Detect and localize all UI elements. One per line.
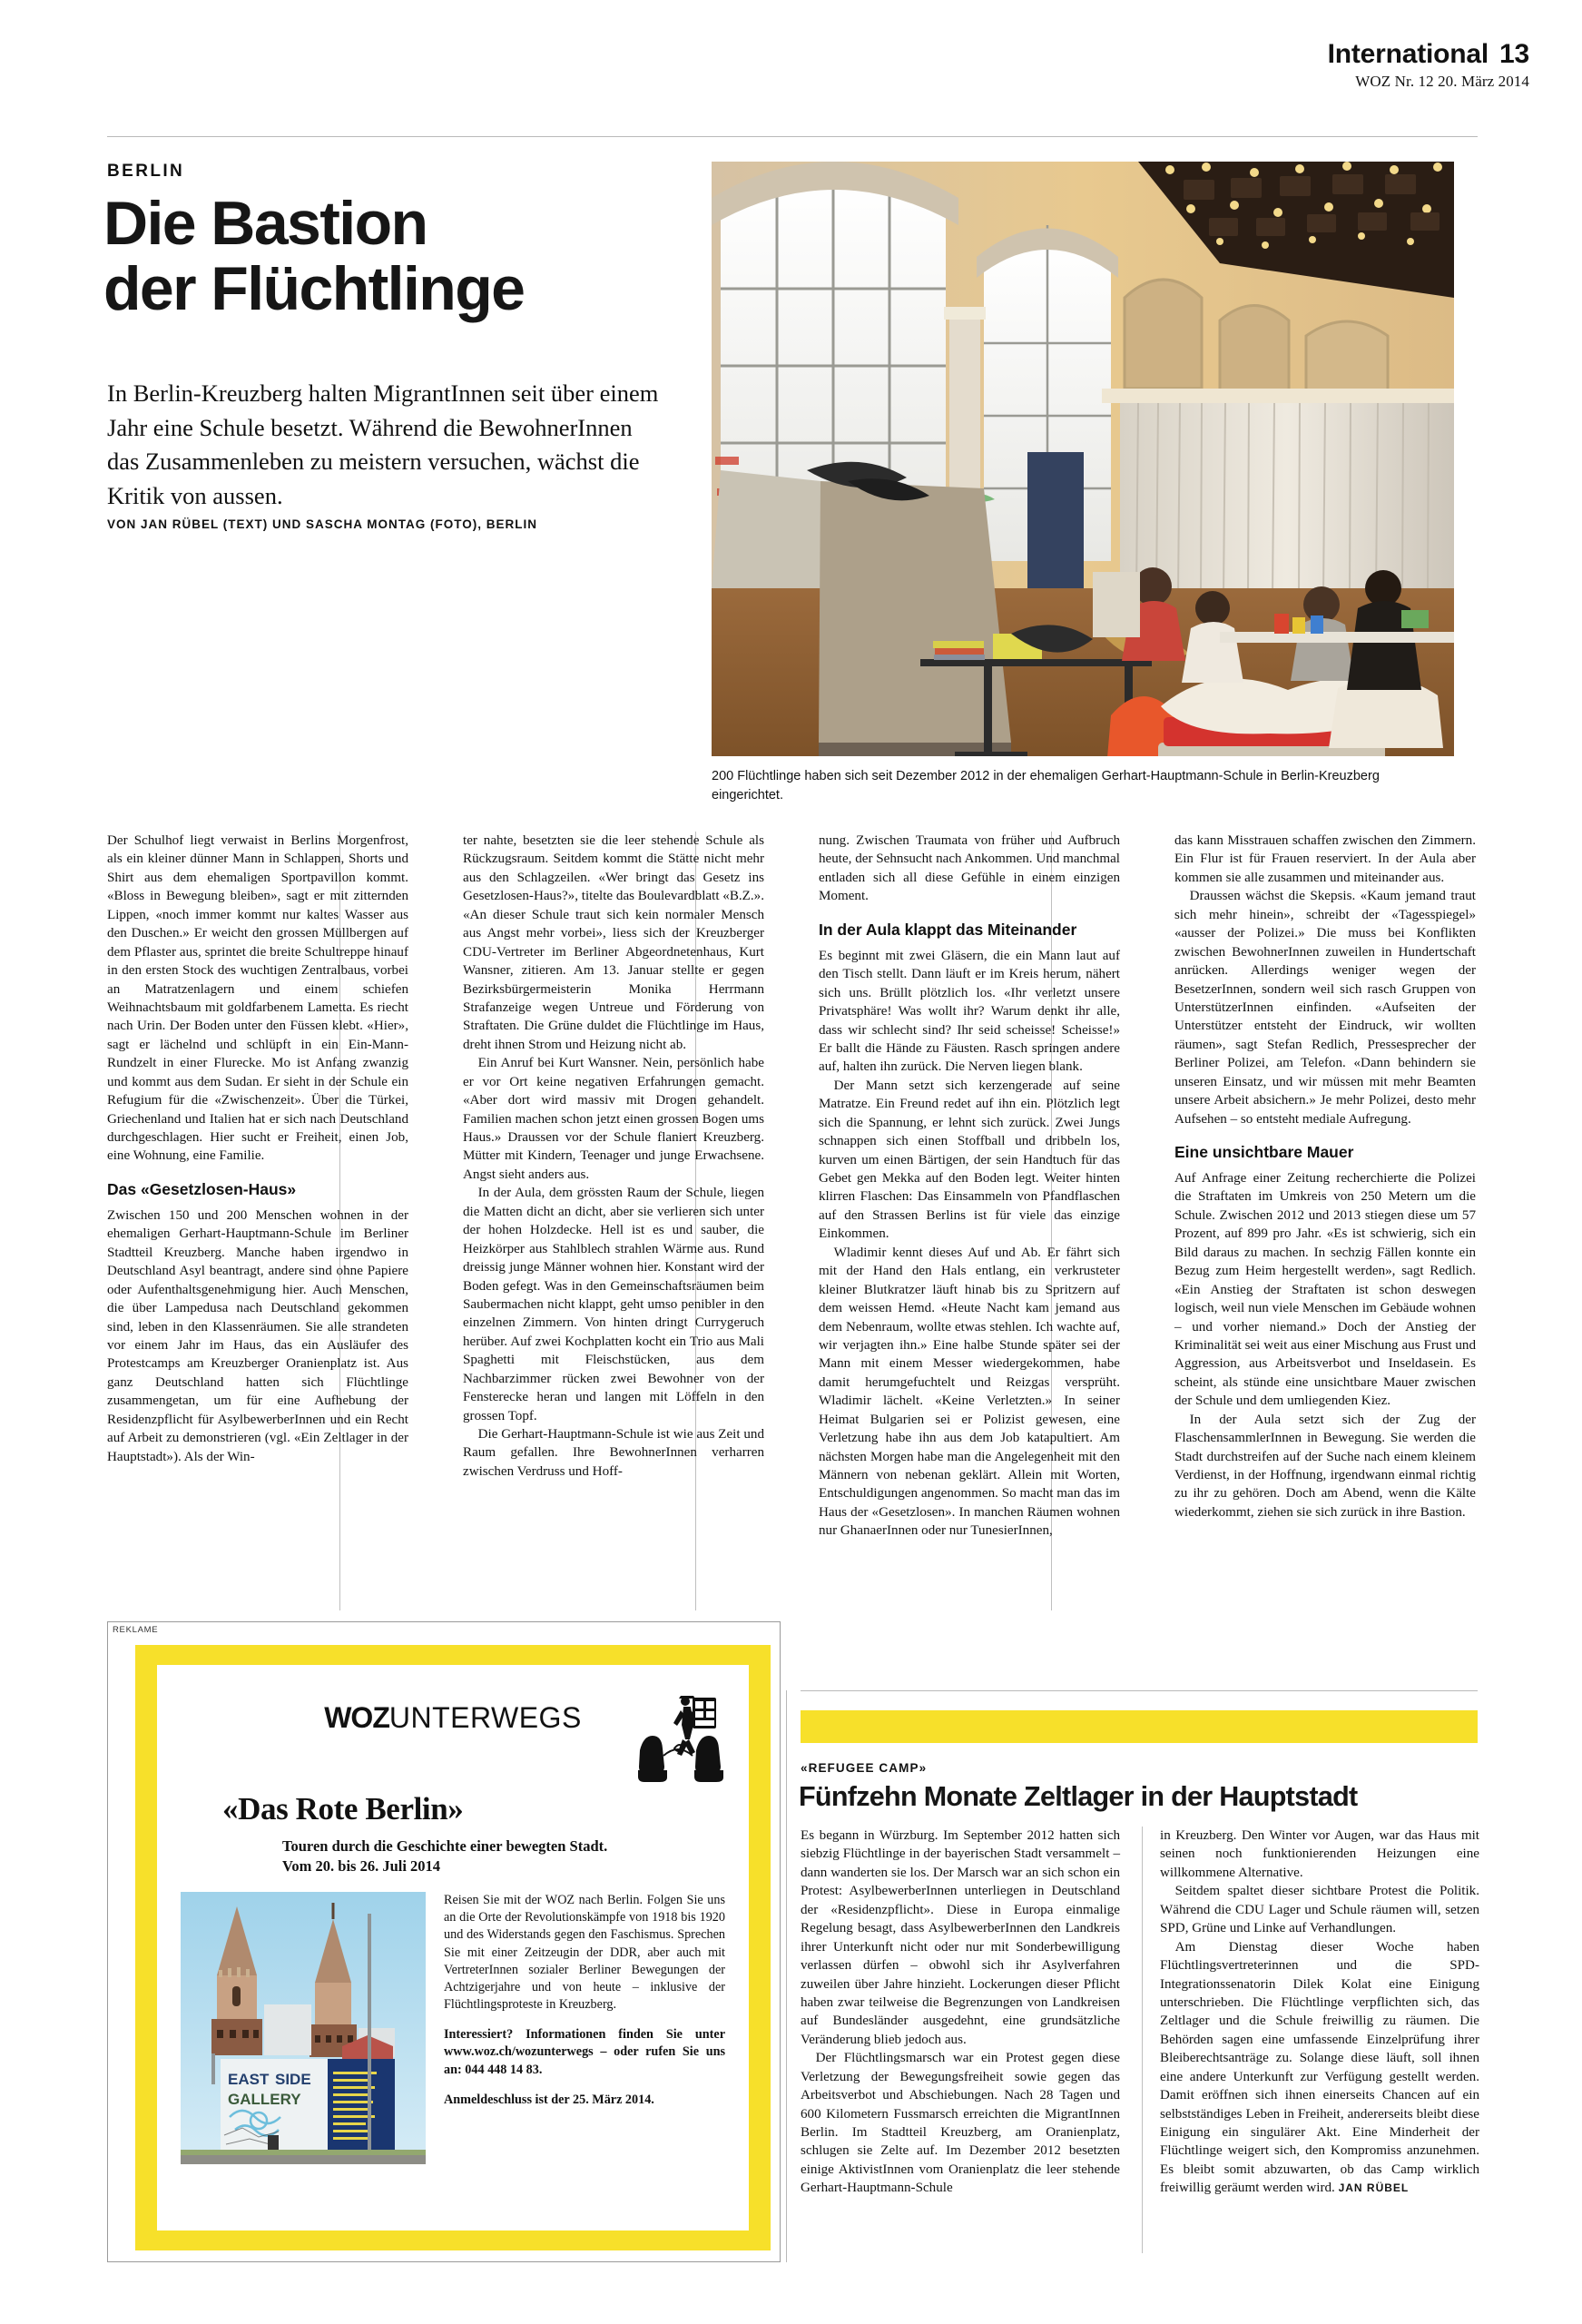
masthead — [1328, 40, 1529, 91]
east-side-gallery-image — [181, 1892, 426, 2164]
sidebar-signature: JAN RÜBEL — [1338, 2181, 1410, 2195]
paragraph-text: Am Dienstag dieser Woche haben Flüchtlingsvertreterinnen und die SPD-Integrationssenatorin Dilek Kolat eine Einigung unterschrieben. Die Flüchtlinge verpflichten sich, das Zeltlager und die Schule freiwillig zu räumen. Die Behörden sagen eine umfassende Einzelprüfung ihrer Bleiberechtsanträge zu. Solange diese läuft, soll ihnen eine andere Unterkunft zur Verfügung gestellt werden. Damit eröffnen sich ihnen einerseits Chancen auf ein selbstständiges Leben in Freiheit, andererseits bleibt diese Einigung ein singulärer Akt. Eine Minderheit der Flüchtlinge weigert sich, den Kompromiss anzunehmen. Es bleibt somit abzuwarten, ob das Camp wirklich freiwillig geräumt werden wird. — [1160, 1939, 1479, 2196]
paragraph: Draussen wächst die Skepsis. «Kaum jemand traut sich mehr hinein», schreibt der «Tagesspiegel» «ausser der Polizei.» Die muss bei Konflikten zwischen BewohnerInnen zuweilen in Hundertschaft anrücken. Allerdings weniger wegen der BesetzerInnen, sondern weil sich rasch Gruppen von UnterstützerInnen einfinden. «Aufseiten der Unterstützer entsteht der Eindruck, wir wollten räumen», sagt Stefan Redlich, Pressesprecher der Berliner Polizei, am Telefon. «Dann behindern sie unseren Einsatz, und wir müssen mit mehr Beamten unsere Arbeit absichern.» Je mehr Polizei, desto mehr Aufsehen – so entsteht mediale Aufregung. — [1174, 889, 1476, 1127]
article-byline: VON JAN RÜBEL (TEXT) UND SASCHA MONTAG (FOTO), BERLIN — [107, 517, 537, 531]
ad-subtitle — [282, 1837, 725, 1877]
paragraph: ter nahte, besetzten sie die leer stehende Schule als Rückzugsraum. Seitdem kommt die Stätte nicht mehr aus den Schlagzeilen. «Wer bringt das Gesetz ins Gesetzlosen-Haus?», titelte das Boulevardblatt «B.Z.». «An dieser Schule traut sich kein normaler Mensch aus Angst mehr vorbei», liess sich der Kreuzberger CDU-Vertreter im Berliner Abgeordnetenhaus, Kurt Wansner, zitieren. Am 13. Januar stellte er gegen Bezirksbürgermeisterin Monika Herrmann Strafanzeige wegen Untreue und Förderung von Straftaten. Die Grüne duldet die Flüchtlinge im Haus, dreht ihnen Strom und Heizung nicht ab. — [463, 833, 764, 1052]
advertisement[interactable] — [107, 1621, 781, 2262]
sidebar-headline: Fünfzehn Monate Zeltlager in der Hauptstadt — [799, 1781, 1358, 1812]
ad-subtitle-line-1: Touren durch die Geschichte einer bewegten Stadt. — [282, 1837, 608, 1855]
refugee-school-hall-photo — [712, 162, 1454, 756]
page-number: 13 — [1499, 39, 1529, 69]
paragraph: Ein Anruf bei Kurt Wansner. Nein, persönlich habe er vor Ort keine negativen Erfahrungen gemacht. «Aber dort wird massiv mit Drogen gehandelt. Familien machen schon jetzt einen grossen Bogen ums Haus.» Draussen vor der Schule flaniert Kreuzberg. Mütter mit Kindern, Teenager und junge Erwachsene. Angst sieht anders aus. — [463, 1056, 764, 1182]
sidebar-top-rule — [801, 1690, 1478, 1691]
ad-title: «Das Rote Berlin» — [222, 1791, 464, 1827]
text-column-1 — [107, 832, 408, 1466]
photo-image — [712, 162, 1454, 756]
ad-paragraph-body: Reisen Sie mit der WOZ nach Berlin. Folgen Sie uns an die Orte der Revolutionskämpfe von 1918 bis 1920 und des Widerstands gegen den Faschismus. Sprechen Sie mit einer Zeitzeugin der DDR, aber auch mit VertreterInnen sozialer Berliner Bewegungen der Achtzigerjahre und von heute – inklusive der Flüchtlingsproteste in Kreuzberg. — [444, 1893, 725, 2013]
subheading-unsichtbare-mauer: Eine unsichtbare Mauer — [1174, 1143, 1354, 1161]
ad-label: REKLAME — [113, 1625, 159, 1635]
ad-paragraph-info: Interessiert? Informationen finden Sie unter www.woz.ch/wozunterwegs – oder rufen Sie uns an: 044 448 14 83. — [444, 2027, 725, 2077]
paragraph: in Kreuzberg. Den Winter vor Augen, war das Haus mit seinen noch funktionierenden Heizungen eine willkommene Alternative. — [1160, 1828, 1479, 1880]
subheading-gesetzlosen-haus: Das «Gesetzlosen-Haus» — [107, 1179, 297, 1198]
paragraph: In der Aula setzt sich der Zug der FlaschensammlerInnen in Bewegung. Sie werden die Stadt durchstreifen auf der Suche nach einem kleinem Verdienst, in der Hoffnung, irgendwann einmal richtig zu ihr zu gehören. Doch am Abend, wenn die Kälte wiederkommt, ziehen sie sich zurück in ihre Bastion. — [1174, 1412, 1476, 1520]
hiker-boots-icon — [636, 1690, 723, 1788]
ad-inner — [157, 1665, 749, 2230]
article-photo — [712, 162, 1454, 756]
gallery-label: GALLERY — [228, 2091, 301, 2108]
subheading-in-der-aula: In der Aula klappt das Miteinander — [819, 920, 1077, 939]
paragraph: Die Gerhart-Hauptmann-Schule ist wie aus Zeit und Raum gefallen. Ihre BewohnerInnen verharren zwischen Verdruss und Hoff- — [463, 1427, 764, 1479]
text-column-3 — [819, 832, 1120, 1541]
paragraph: Der Mann setzt sich kerzengerade auf seine Matratze. Ein Freund redet auf ihn ein. Plötzlich legt sich die Spannung, er lehnt sich zurück. Zwei Jungs schnappen sich einen Stoffball und dribbeln los, kurven um einen Bärtigen, der sein Handtuch für das Gebet gen Mekka auf den Boden legt. Weiter hinten klirren Flaschen: Das Einsammeln von Pfandflaschen auf den Strassen Berlins ist für viele das einzige Einkommen. — [819, 1078, 1120, 1242]
refugee-camp-yellow-bar — [801, 1710, 1478, 1743]
photo-caption: 200 Flüchtlinge haben sich seit Dezember 2012 in der ehemaligen Gerhart-Hauptmann-Schule in Berlin-Kreuzberg eingerichtet. — [712, 769, 1380, 803]
ad-yellow-frame — [135, 1645, 771, 2250]
paragraph: In der Aula, dem grössten Raum der Schule, liegen die Matten dicht an dicht, aber sie verlieren sich unter der hohen Holzdecke. Hell ist es und sauber, die Heizkörper aus Stahlblech strahlen Wärme aus. Rund dreissig junge Männer wohnen hier. Konstant wird der Boden gefegt. Was in den Gemeinschaftsräumen beim Saubermachen nicht klappt, geht umso penibler in den einzelnen Zimmern. Von hinten dringt Currygeruch herüber. Auf zwei Kochplatten kocht ein Trio aus Mali Spaghetti mit Fleischstücken, aus dem Nachbarzimmer rücken zwei Bewohner von der Fensterecke heran und langen mit Löffeln in den grossen Topf. — [463, 1186, 764, 1423]
paragraph — [1160, 1938, 1479, 2198]
side-label: SIDE — [275, 2071, 311, 2088]
ad-subtitle-line-2: Vom 20. bis 26. Juli 2014 — [282, 1857, 441, 1876]
headline-line-2: der Flüchtlinge — [103, 254, 525, 324]
paragraph: Seitdem spaltet dieser sichtbare Protest die Politik. Während die CDU Lager und Schule räumen will, setzen SPD, Grüne und Linke auf Verhandlungen. — [1160, 1884, 1479, 1936]
section-title: International — [1327, 39, 1489, 69]
article-body — [107, 832, 1478, 1612]
paragraph: Der Flüchtlingsmarsch war ein Protest gegen diese Verletzung der Bewegungsfreiheit sowie gegen das Arbeitsverbot und Abschiebungen. Nach 28 Tagen und 600 Kilometern Fussmarsch erreichten die MigrantInnen Berlin. Im Stadtteil Kreuzberg, am Oranienplatz, schlugen sie Zelte auf. Im Dezember 2012 besetzten einige AktivistInnen vom Oranienplatz die leer stehende Gerhart-Hauptmann-Schule — [801, 2051, 1120, 2196]
unterwegs-wordmark: UNTERWEGS — [388, 1701, 582, 1734]
sidebar-column-2 — [1160, 1827, 1479, 2198]
paragraph: Es begann in Würzburg. Im September 2012 hatten sich siebzig Flüchtlinge in der bayerischen Stadt versammelt – dann wanderten sie los. Der Marsch war an sich schon ein Protest: AsylbewerberInnen unterliegen in Deutschland der «Residenzpflicht». Diese in Europa einmalige Regelung besagt, dass AsylbewerberInnen den Landkreis ihrer Unterkunft nicht oder nur mit Sonderbewilligung verlassen dürfen – obwohl sich ihr Asylverfahren zuweilen über Jahre hinzieht. Lockerungen dieser Pflicht haben zwar teilweise die Begrenzungen von Landkreisen auf Bundesländer ausgedehnt, eine grundsätzliche Veränderung blieb jedoch aus. — [801, 1828, 1120, 2047]
ad-copy — [444, 1892, 725, 2164]
east-label: EAST — [228, 2071, 270, 2088]
ad-photo-oberbaumbruecke — [181, 1892, 426, 2164]
headline-line-1: Die Bastion — [103, 189, 427, 258]
paragraph: Auf Anfrage einer Zeitung recherchierte die Polizei die Straftaten im Umkreis von 250 Metern um die Schule. Zwischen 2012 und 2013 stiegen diese um 57 Prozent, auf 899 pro Jahr. «Es ist schwierig, sich ein Bild daraus zu machen. In sechzig Fällen konnte ein Bezug zum Heim hergestellt werden», sagt Redlich. «Ein Anstieg der Straftaten ist schon deswegen logisch, weil nun viele Menschen im Gebäude wohnen – und vorher niemand.» Doch der Anstieg der Kriminalität sei weit aus einer Mischung aus Frust und Aggression, aus Arbeitsverbot und Inseldasein. Es scheint, als stünde eine unsichtbare Mauer zwischen der Schule und dem umliegenden Kiez. — [1174, 1171, 1476, 1409]
woz-wordmark: WOZ — [324, 1701, 389, 1734]
article-lead: In Berlin-Kreuzberg halten MigrantInnen seit über einem Jahr eine Schule besetzt. Während die BewohnerInnen das Zusammenleben zu meistern versuchen, wächst die Kritik von aussen. — [107, 379, 659, 509]
text-column-2 — [463, 832, 764, 1481]
sidebar-kicker: «REFUGEE CAMP» — [801, 1761, 928, 1775]
ad-body — [181, 1892, 725, 2164]
masthead-rule — [107, 136, 1478, 137]
masthead-section-line — [1328, 40, 1529, 69]
paragraph: nung. Zwischen Traumata von früher und Aufbruch heute, der Sehnsucht nach Ankommen. Und manchmal entladen sich all diese Gefühle in einem einzigen Moment. — [819, 833, 1120, 904]
text-column-4 — [1174, 832, 1476, 1521]
paragraph: Der Schulhof liegt verwaist in Berlins Morgenfrost, als ein kleiner dünner Mann in Schlappen, Shorts und Shirt aus dem ehemaligen Sportpavillon kommt. «Bloss in Bewegung bleiben», sagt er mit zitternden Lippen, «noch immer kommt nur kaltes Wasser aus den Duschen.» Er weicht den grossen Müllbergen auf dem Pflaster aus, sprintet die breite Schultreppe hinauf in den ersten Stock des wuchtigen Zentralbaus, vorbei an Matratzenlagern und einem schiefen Weihnachtsbaum mit goldfarbenem Lametta. Es riecht nach Urin. Der Boden unter den Füssen klebt. «Hier», sagt er lächelnd und schlüpft in ein Ein-Mann-Rundzelt in einer Flurecke. Mo ist Anfang zwanzig und kommt aus dem Sudan. Er sieht in der Schule ein Refugium für die «Zwischenzeit». Über die Türkei, Griechenland und Italien hat er sich nach Deutschland durchgeschlagen. Hier sucht er Freiheit, einen Job, eine Wohnung, eine Familie. — [107, 833, 408, 1164]
sidebar-body — [801, 1827, 1479, 2262]
article-kicker: BERLIN — [107, 162, 185, 181]
paragraph: Zwischen 150 und 200 Menschen wohnen in der ehemaligen Gerhart-Hauptmann-Schule im Berliner Stadtteil Kreuzberg. Manche haben irgendwo in Deutschland Asyl beantragt, andere sind ohne Papiere oder Aufenthaltsgenehmigung hier. Auch Menschen, die über Lampedusa nach Deutschland gekommen sind, leben in den Klassenräumen. Sie alle strandeten vor einem Jahr im Haus, das ein Ausläufer des Protestcamps am Kreuzberger Oranienplatz ist. Aus ganz Deutschland hatten sich Flüchtlinge zusammengetan, um für eine Aufhebung der Residenzpflicht für AsylbewerberInnen und ein Recht auf Arbeit zu demonstrieren (vgl. «Ein Zeltlager in der Hauptstadt»). Als der Win- — [107, 1207, 408, 1464]
sidebar-column-1 — [801, 1827, 1120, 2198]
sidebar-left-rule — [786, 1690, 787, 2262]
issue-line: WOZ Nr. 12 20. März 2014 — [1355, 72, 1529, 90]
ad-paragraph-deadline: Anmeldeschluss ist der 25. März 2014. — [444, 2092, 654, 2107]
paragraph: Es beginnt mit zwei Gläsern, die ein Mann laut auf den Tisch stellt. Dann läuft er im Kreis herum, nähert sich uns. Brüllt plötzlich los. «Ihr verletzt unsere Privatsphäre! Was wollt ihr? Warum denkt ihr alle, dass wir schlecht sind? Ihr seid scheisse! Scheisse!» Er ballt die Hände zu Fäusten. Rasch springen andere auf, halten ihn zurück. Die Nerven liegen blank. — [819, 948, 1120, 1075]
paragraph: das kann Misstrauen schaffen zwischen den Zimmern. Ein Flur ist für Frauen reserviert. In der Aula aber kommen sie alle zusammen und miteinander aus. — [1174, 833, 1476, 885]
paragraph: Wladimir kennt dieses Auf und Ab. Er fährt sich mit der Hand den Hals entlang, ein verkrusteter kleiner Blutkratzer läuft hinab bis zu Spritzern auf dem weissen Hemd. «Heute Nacht kam jemand aus dem Nebenraum, wollte etwas stehlen. Ich wachte auf, wir verjagten ihn.» Eine halbe Stunde später sei der Mann mit einem Messer wiedergekommen, habe damit herumgefuchtelt und Reizgas versprüht. Wladimir lächelt. «Keine Verletzten.» In seiner Heimat Bulgarien sei er Polizist gewesen, eine Verletzung habe ihn aus dem Job katapultiert. Am nächsten Morgen habe man die Angelegenheit mit den Männern von nebenan geklärt. Allein mit Worten, Entschuldigungen angenommen. So macht man das im Haus der «Gesetzlosen». In manchen Räumen wohnen nur GhanaerInnen oder nur TunesierInnen, — [819, 1245, 1120, 1539]
page-title — [103, 189, 684, 324]
